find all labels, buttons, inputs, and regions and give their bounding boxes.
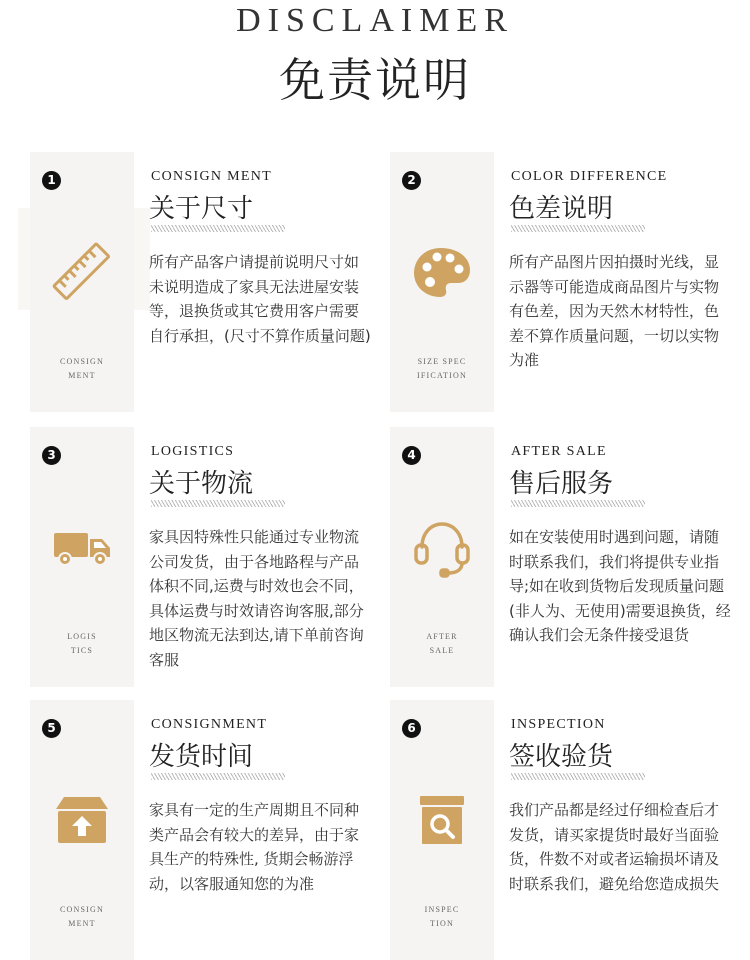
card-size	[30, 152, 375, 412]
card-description: 我们产品都是经过仔细检查后才发货，请买家提货时最好当面验货，件数不对或者运输损坏请及时联系我们，避免给您造成损失	[509, 801, 720, 893]
card-number: 1	[42, 171, 61, 190]
truck-icon	[50, 515, 114, 579]
card-title-cn: 关于尺寸	[149, 194, 254, 224]
icon-caption: INSPEC TION	[424, 905, 460, 928]
card-number: 4	[402, 446, 421, 465]
box-upload-icon	[50, 788, 114, 852]
card-title-en: INSPECTION	[511, 717, 606, 732]
hatch-divider	[511, 500, 645, 507]
card-side-panel	[390, 700, 494, 960]
card-number: 6	[402, 719, 421, 738]
card-side-panel	[30, 152, 134, 412]
card-title-en: AFTER SALE	[511, 444, 607, 459]
card-description: 所有产品图片因拍摄时光线，显示器等可能造成商品图片与实物有色差，因为天然木材特性，色差不算作质量问题，一切以实物为准	[509, 253, 720, 370]
card-side-panel	[390, 427, 494, 687]
title-en: DISCLAIMER	[236, 2, 514, 39]
card-number: 2	[402, 171, 421, 190]
title-cn: 免责说明	[279, 53, 471, 107]
icon-caption: AFTER SALE	[426, 632, 458, 655]
card-consignment	[30, 700, 375, 960]
hatch-divider	[151, 773, 285, 780]
card-side-panel	[30, 700, 134, 960]
card-description: 家具因特殊性只能通过专业物流公司发货，由于各地路程与产品体积不同,运费与时效也会不同，具体运费与时效请咨询客服,部分地区物流无法到达,请下单前咨询客服	[149, 528, 364, 669]
icon-caption: CONSIGN MENT	[60, 905, 104, 928]
card-title-cn: 关于物流	[149, 469, 254, 499]
card-title-cn: 售后服务	[509, 469, 614, 499]
card-number: 3	[42, 446, 61, 465]
card-title-en: CONSIGN MENT	[151, 169, 272, 184]
card-title-en: COLOR DIFFERENCE	[511, 169, 668, 184]
card-description: 所有产品客户请提前说明尺寸如未说明造成了家具无法进屋安装等，退换货或其它费用客户需要自行承担，(尺寸不算作质量问题)	[149, 253, 371, 345]
card-description: 家具有一定的生产周期且不同种类产品会有较大的差异，由于家具生产的特殊性, 货期会畅游浮动，以客服通知您的为准	[149, 801, 360, 893]
inspect-box-icon	[410, 788, 474, 852]
card-title-cn: 色差说明	[509, 194, 614, 224]
card-title-cn: 发货时间	[149, 742, 254, 772]
card-after-sale	[390, 427, 735, 687]
icon-caption: LOGIS TICS	[67, 632, 97, 655]
ruler-icon	[50, 240, 114, 304]
hatch-divider	[511, 225, 645, 232]
hatch-divider	[151, 225, 285, 232]
card-color	[390, 152, 735, 412]
card-description: 如在安装使用时遇到问题，请随时联系我们，我们将提供专业指导;如在收到货物后发现质量问题(非人为、无使用)需要退换货，经确认我们会无条件接受退货	[509, 528, 731, 645]
headset-icon	[410, 515, 474, 579]
card-title-en: CONSIGNMENT	[151, 717, 268, 732]
icon-caption: SIZE SPEC IFICATION	[417, 357, 467, 380]
card-number: 5	[42, 719, 61, 738]
card-title-en: LOGISTICS	[151, 444, 235, 459]
card-side-panel	[390, 152, 494, 412]
hatch-divider	[151, 500, 285, 507]
card-inspection	[390, 700, 735, 960]
card-logistics	[30, 427, 375, 687]
card-side-panel	[30, 427, 134, 687]
card-title-cn: 签收验货	[509, 742, 614, 772]
hatch-divider	[511, 773, 645, 780]
palette-icon	[410, 240, 474, 304]
icon-caption: CONSIGN MENT	[60, 357, 104, 380]
